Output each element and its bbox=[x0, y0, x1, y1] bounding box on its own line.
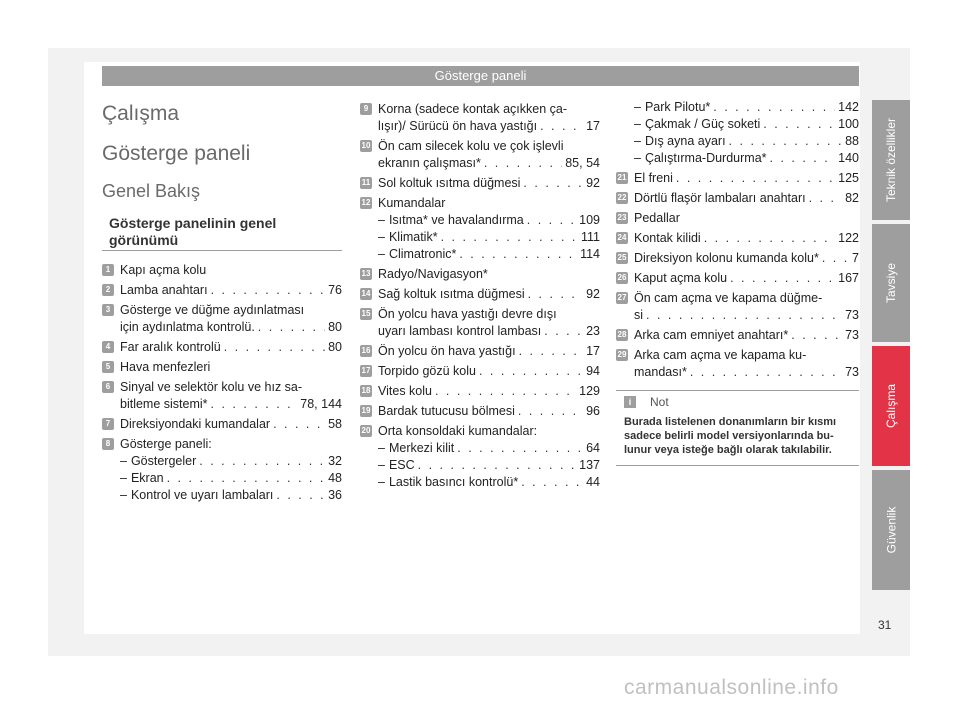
entry-text: Merkezi kilit bbox=[388, 441, 455, 455]
entry-line bbox=[634, 307, 859, 324]
leader-dots bbox=[690, 364, 842, 381]
note-title: Not bbox=[650, 395, 669, 409]
legend-item bbox=[102, 379, 342, 413]
page-ref: 17 bbox=[586, 119, 600, 133]
tab-label: Güvenlik bbox=[884, 506, 898, 554]
page-ref: 114 bbox=[580, 247, 600, 261]
continued-sub-list bbox=[616, 99, 859, 167]
page-ref: 109 bbox=[579, 213, 600, 227]
leader-dots bbox=[540, 118, 583, 135]
leader-dots bbox=[484, 155, 562, 172]
legend-item bbox=[360, 423, 600, 491]
sub-entry bbox=[634, 99, 859, 116]
leader-dots bbox=[441, 229, 578, 246]
leader-dots bbox=[258, 319, 325, 336]
item-number-badge: 1 bbox=[102, 264, 114, 276]
sub-entry bbox=[378, 212, 600, 229]
entry-line bbox=[634, 170, 859, 187]
dash-bullet: – bbox=[378, 213, 385, 227]
entry-text: Lastik basıncı kontrolü* bbox=[388, 475, 519, 489]
legend-item bbox=[102, 262, 342, 279]
legend-item bbox=[102, 359, 342, 376]
entry-text: Sinyal ve selektör kolu ve hız sa- bbox=[120, 380, 303, 394]
leader-dots bbox=[676, 170, 835, 187]
dash-bullet: – bbox=[120, 454, 127, 468]
dash-bullet: – bbox=[120, 471, 127, 485]
entry-line bbox=[378, 266, 600, 283]
entry-text: Bardak tutucusu bölmesi bbox=[378, 404, 515, 418]
leader-dots bbox=[544, 323, 583, 340]
page-number: 31 bbox=[878, 618, 892, 632]
legend-list bbox=[616, 170, 859, 381]
page-ref: 32 bbox=[328, 454, 342, 468]
entry-line bbox=[634, 290, 859, 307]
leader-dots bbox=[809, 190, 842, 207]
item-number-badge: 13 bbox=[361, 269, 371, 278]
leader-dots bbox=[519, 343, 584, 360]
entry-text: uyarı lambası kontrol lambası bbox=[378, 324, 542, 338]
page-ref: 58 bbox=[328, 417, 342, 431]
tab-calisma[interactable] bbox=[872, 346, 910, 466]
entry-text: Ön yolcu hava yastığı devre dışı bbox=[378, 307, 557, 321]
item-number-badge: 18 bbox=[361, 386, 371, 395]
page-ref: 73 bbox=[845, 328, 859, 342]
entry-text: Ekran bbox=[130, 471, 164, 485]
entry-line bbox=[378, 138, 600, 155]
page-ref: 96 bbox=[586, 404, 600, 418]
page-ref: 76 bbox=[328, 283, 342, 297]
sub-entry bbox=[378, 474, 600, 491]
entry-text: Korna (sadece kontak açıkken ça- bbox=[378, 102, 567, 116]
page-ref: 73 bbox=[845, 308, 859, 322]
item-number-badge: 5 bbox=[102, 361, 114, 373]
legend-item bbox=[360, 286, 600, 303]
legend-item bbox=[616, 170, 859, 187]
legend-item-continued bbox=[616, 99, 859, 167]
entry-line bbox=[634, 327, 859, 344]
legend-item bbox=[360, 266, 600, 283]
entry-line bbox=[120, 282, 342, 299]
legend-item bbox=[360, 343, 600, 360]
entry-line bbox=[378, 343, 600, 360]
entry-text: Direksiyondaki kumandalar bbox=[120, 417, 271, 431]
sub-entry bbox=[378, 229, 600, 246]
page-ref: 48 bbox=[328, 471, 342, 485]
leader-dots bbox=[713, 99, 835, 116]
entry-line bbox=[120, 262, 342, 279]
note-header bbox=[624, 395, 851, 409]
tab-label: Çalışma bbox=[884, 383, 899, 429]
legend-column-3 bbox=[616, 99, 859, 384]
legend-item bbox=[102, 282, 342, 299]
leader-dots bbox=[729, 133, 843, 150]
watermark: carmanualsonline.info bbox=[624, 676, 839, 699]
entry-text: bitleme sistemi* bbox=[120, 397, 208, 411]
entry-line bbox=[378, 118, 600, 135]
entry-text: Ön cam açma ve kapama düğme- bbox=[634, 291, 823, 305]
figure-title: Gösterge panelinin genel görünümü bbox=[109, 215, 277, 248]
item-number-badge: 24 bbox=[617, 233, 627, 242]
page-ref: 142 bbox=[838, 100, 859, 114]
item-number-badge: 10 bbox=[361, 141, 371, 150]
sub-entry bbox=[378, 246, 600, 263]
page-ref: 23 bbox=[586, 324, 600, 338]
entry-text: Direksiyon kolonu kumanda kolu* bbox=[634, 251, 819, 265]
entry-text: Kontrol ve uyarı lambaları bbox=[130, 488, 274, 502]
entry-text: ekranın çalışması* bbox=[378, 156, 481, 170]
dash-bullet: – bbox=[634, 117, 641, 131]
item-number-badge: 29 bbox=[617, 350, 627, 359]
legend-item bbox=[360, 101, 600, 135]
entry-text: Hava menfezleri bbox=[120, 360, 211, 374]
page-ref: 44 bbox=[586, 475, 600, 489]
leader-dots bbox=[528, 286, 583, 303]
tab-label: Tavsiye bbox=[884, 262, 899, 304]
leader-dots bbox=[791, 327, 842, 344]
page-ref: 64 bbox=[586, 441, 600, 455]
tab-tavsiye[interactable] bbox=[872, 224, 910, 342]
item-number-badge: 9 bbox=[360, 103, 372, 115]
leader-dots bbox=[224, 339, 325, 356]
dash-bullet: – bbox=[634, 134, 641, 148]
page-ref: 88 bbox=[845, 134, 859, 148]
legend-item bbox=[360, 306, 600, 340]
entry-line bbox=[378, 306, 600, 323]
entry-line bbox=[378, 323, 600, 340]
entry-line bbox=[378, 403, 600, 420]
leader-dots bbox=[704, 230, 835, 247]
leader-dots bbox=[523, 175, 583, 192]
sub-entry bbox=[634, 150, 859, 167]
item-number-badge: 19 bbox=[361, 406, 371, 415]
item-number-badge: 22 bbox=[617, 193, 627, 202]
legend-item bbox=[360, 175, 600, 192]
page-ref: 140 bbox=[838, 151, 859, 165]
item-number-badge: 20 bbox=[361, 426, 371, 435]
legend-item bbox=[360, 383, 600, 400]
sub-entry bbox=[634, 116, 859, 133]
item-number-badge: 23 bbox=[617, 213, 627, 222]
entry-text: Arka cam emniyet anahtarı* bbox=[634, 328, 789, 342]
entry-line bbox=[120, 339, 342, 356]
title-divider bbox=[102, 250, 342, 251]
legend-item bbox=[102, 339, 342, 356]
page-ref: 94 bbox=[586, 364, 600, 378]
item-number-badge: 25 bbox=[617, 253, 627, 262]
entry-text: Kapı açma kolu bbox=[120, 263, 207, 277]
entry-text: Dış ayna ayarı bbox=[644, 134, 726, 148]
legend-item bbox=[616, 290, 859, 324]
chapter-title: Çalışma bbox=[102, 102, 180, 125]
leader-dots bbox=[730, 270, 835, 287]
entry-text: El freni bbox=[634, 171, 673, 185]
entry-text: Far aralık kontrolü bbox=[120, 340, 221, 354]
legend-item bbox=[616, 327, 859, 344]
item-number-badge: 6 bbox=[102, 381, 114, 393]
item-number-badge: 27 bbox=[617, 293, 627, 302]
legend-item bbox=[616, 250, 859, 267]
legend-item bbox=[360, 138, 600, 172]
entry-line bbox=[634, 270, 859, 287]
entry-text: Çalıştırma-Durdurma* bbox=[644, 151, 767, 165]
entry-text: Ön yolcu ön hava yastığı bbox=[378, 344, 516, 358]
page-ref: 92 bbox=[586, 176, 600, 190]
leader-dots bbox=[479, 363, 583, 380]
legend-item bbox=[102, 416, 342, 433]
leader-dots bbox=[167, 470, 325, 487]
entry-text: Kontak kilidi bbox=[634, 231, 701, 245]
tab-label: Teknik özellikler bbox=[884, 117, 898, 203]
page-ref: 100 bbox=[838, 117, 859, 131]
dash-bullet: – bbox=[378, 230, 385, 244]
entry-line bbox=[378, 286, 600, 303]
entry-line bbox=[634, 347, 859, 364]
leader-dots bbox=[646, 307, 842, 324]
entry-text: Torpido gözü kolu bbox=[378, 364, 476, 378]
entry-text: Kaput açma kolu bbox=[634, 271, 728, 285]
entry-text: Arka cam açma ve kapama ku- bbox=[634, 348, 807, 362]
section-title: Gösterge paneli bbox=[102, 142, 251, 165]
entry-text: Park Pilotu* bbox=[644, 100, 711, 114]
page-ref: 125 bbox=[838, 171, 859, 185]
sub-entry bbox=[120, 470, 342, 487]
item-number-badge: 26 bbox=[617, 273, 627, 282]
item-number-badge: 4 bbox=[102, 341, 114, 353]
entry-line bbox=[120, 359, 342, 376]
leader-dots bbox=[211, 396, 298, 413]
entry-text: Kumandalar bbox=[378, 196, 446, 210]
entry-text: Radyo/Navigasyon* bbox=[378, 267, 488, 281]
page-ref: 7 bbox=[852, 251, 859, 265]
item-number-badge: 28 bbox=[617, 330, 627, 339]
dash-bullet: – bbox=[378, 247, 385, 261]
leader-dots bbox=[457, 440, 583, 457]
entry-text: Gösterge paneli: bbox=[120, 437, 212, 451]
legend-item bbox=[616, 210, 859, 227]
entry-text: Dörtlü flaşör lambaları anahtarı bbox=[634, 191, 806, 205]
entry-line bbox=[378, 423, 600, 440]
entry-line bbox=[120, 319, 342, 336]
item-number-badge: 15 bbox=[361, 309, 371, 318]
sub-entry bbox=[634, 133, 859, 150]
entry-line bbox=[378, 383, 600, 400]
item-number-badge: 2 bbox=[102, 284, 114, 296]
entry-text: si bbox=[634, 308, 644, 322]
leader-dots bbox=[518, 403, 583, 420]
page-ref: 82 bbox=[845, 191, 859, 205]
entry-text: lışır)/ Sürücü ön hava yastığı bbox=[378, 119, 538, 133]
subsection-title: Genel Bakış bbox=[102, 181, 201, 201]
item-number-badge: 3 bbox=[102, 304, 114, 316]
entry-text: Lamba anahtarı bbox=[120, 283, 208, 297]
entry-line bbox=[378, 175, 600, 192]
page-ref: 36 bbox=[328, 488, 342, 502]
section-header: Gösterge paneli bbox=[102, 66, 859, 86]
entry-line bbox=[634, 364, 859, 381]
entry-line bbox=[378, 363, 600, 380]
entry-text: için aydınlatma kontrolü. bbox=[120, 320, 255, 334]
entry-line bbox=[120, 379, 342, 396]
legend-column-2 bbox=[360, 101, 600, 494]
page-ref: 129 bbox=[579, 384, 600, 398]
note-box bbox=[616, 390, 859, 466]
entry-text: Çakmak / Güç soketi bbox=[644, 117, 761, 131]
entry-text: Climatronic* bbox=[388, 247, 457, 261]
dash-bullet: – bbox=[378, 475, 385, 489]
item-number-badge: 7 bbox=[102, 418, 114, 430]
note-body: Burada listelenen donanımların bir kısmı sadece belirli model versiyonlarında bu-lunur veya isteğe bağlı olarak takılabilir. bbox=[624, 416, 837, 456]
sub-entry bbox=[120, 453, 342, 470]
dash-bullet: – bbox=[634, 100, 641, 114]
entry-text: Isıtma* ve havalandırma bbox=[388, 213, 524, 227]
item-number-badge: 21 bbox=[617, 173, 627, 182]
sub-entry bbox=[378, 457, 600, 474]
entry-line bbox=[120, 302, 342, 319]
entry-line bbox=[120, 396, 342, 413]
legend-column-1 bbox=[102, 262, 342, 507]
tab-teknik-ozellikler[interactable] bbox=[872, 100, 910, 220]
leader-dots bbox=[199, 453, 325, 470]
item-number-badge: 14 bbox=[361, 289, 371, 298]
item-number-badge: 16 bbox=[361, 346, 371, 355]
entry-text: Sağ koltuk ısıtma düğmesi bbox=[378, 287, 525, 301]
leader-dots bbox=[521, 474, 583, 491]
legend-item bbox=[616, 190, 859, 207]
entry-line bbox=[120, 436, 342, 453]
dash-bullet: – bbox=[120, 488, 127, 502]
entry-line bbox=[378, 195, 600, 212]
entry-text: mandası* bbox=[634, 365, 687, 379]
legend-item bbox=[616, 230, 859, 247]
tab-guvenlik[interactable] bbox=[872, 470, 910, 590]
entry-text: Orta konsoldaki kumandalar: bbox=[378, 424, 538, 438]
leader-dots bbox=[770, 150, 836, 167]
dash-bullet: – bbox=[378, 458, 385, 472]
page-ref: 80 bbox=[328, 320, 342, 334]
leader-dots bbox=[459, 246, 577, 263]
item-number-badge: 8 bbox=[102, 438, 114, 450]
page-ref: 137 bbox=[579, 458, 600, 472]
sub-entry bbox=[120, 487, 342, 504]
entry-text: Sol koltuk ısıtma düğmesi bbox=[378, 176, 521, 190]
legend-item bbox=[102, 302, 342, 336]
entry-line bbox=[634, 230, 859, 247]
legend-item bbox=[616, 347, 859, 381]
entry-line bbox=[634, 250, 859, 267]
dash-bullet: – bbox=[378, 441, 385, 455]
entry-text: Ön cam silecek kolu ve çok işlevli bbox=[378, 139, 564, 153]
leader-dots bbox=[435, 383, 576, 400]
entry-line bbox=[378, 155, 600, 172]
entry-line bbox=[120, 416, 342, 433]
leader-dots bbox=[763, 116, 835, 133]
page-ref: 85, 54 bbox=[565, 156, 600, 170]
leader-dots bbox=[211, 282, 326, 299]
item-number-badge: 12 bbox=[361, 198, 371, 207]
legend-item bbox=[616, 270, 859, 287]
sub-entry bbox=[378, 440, 600, 457]
entry-text: Pedallar bbox=[634, 211, 680, 225]
page-ref: 78, 144 bbox=[300, 397, 342, 411]
entry-line bbox=[378, 101, 600, 118]
item-number-badge: 17 bbox=[361, 366, 371, 375]
entry-text: Vites kolu bbox=[378, 384, 432, 398]
page-ref: 73 bbox=[845, 365, 859, 379]
page-ref: 122 bbox=[838, 231, 859, 245]
leader-dots bbox=[418, 457, 576, 474]
page-ref: 92 bbox=[586, 287, 600, 301]
entry-text: Klimatik* bbox=[388, 230, 438, 244]
leader-dots bbox=[276, 487, 325, 504]
entry-text: ESC bbox=[388, 458, 415, 472]
legend-item bbox=[360, 195, 600, 263]
entry-text: Göstergeler bbox=[130, 454, 197, 468]
page-ref: 167 bbox=[838, 271, 859, 285]
leader-dots bbox=[822, 250, 849, 267]
legend-item bbox=[360, 403, 600, 420]
entry-line bbox=[634, 210, 859, 227]
page-ref: 111 bbox=[580, 230, 600, 244]
entry-line bbox=[634, 190, 859, 207]
info-icon: i bbox=[624, 396, 636, 408]
leader-dots bbox=[273, 416, 325, 433]
item-number-badge: 11 bbox=[361, 178, 371, 187]
legend-item bbox=[360, 363, 600, 380]
page-ref: 17 bbox=[586, 344, 600, 358]
dash-bullet: – bbox=[634, 151, 641, 165]
legend-item bbox=[102, 436, 342, 504]
page-ref: 80 bbox=[328, 340, 342, 354]
leader-dots bbox=[527, 212, 576, 229]
entry-text: Gösterge ve düğme aydınlatması bbox=[120, 303, 305, 317]
